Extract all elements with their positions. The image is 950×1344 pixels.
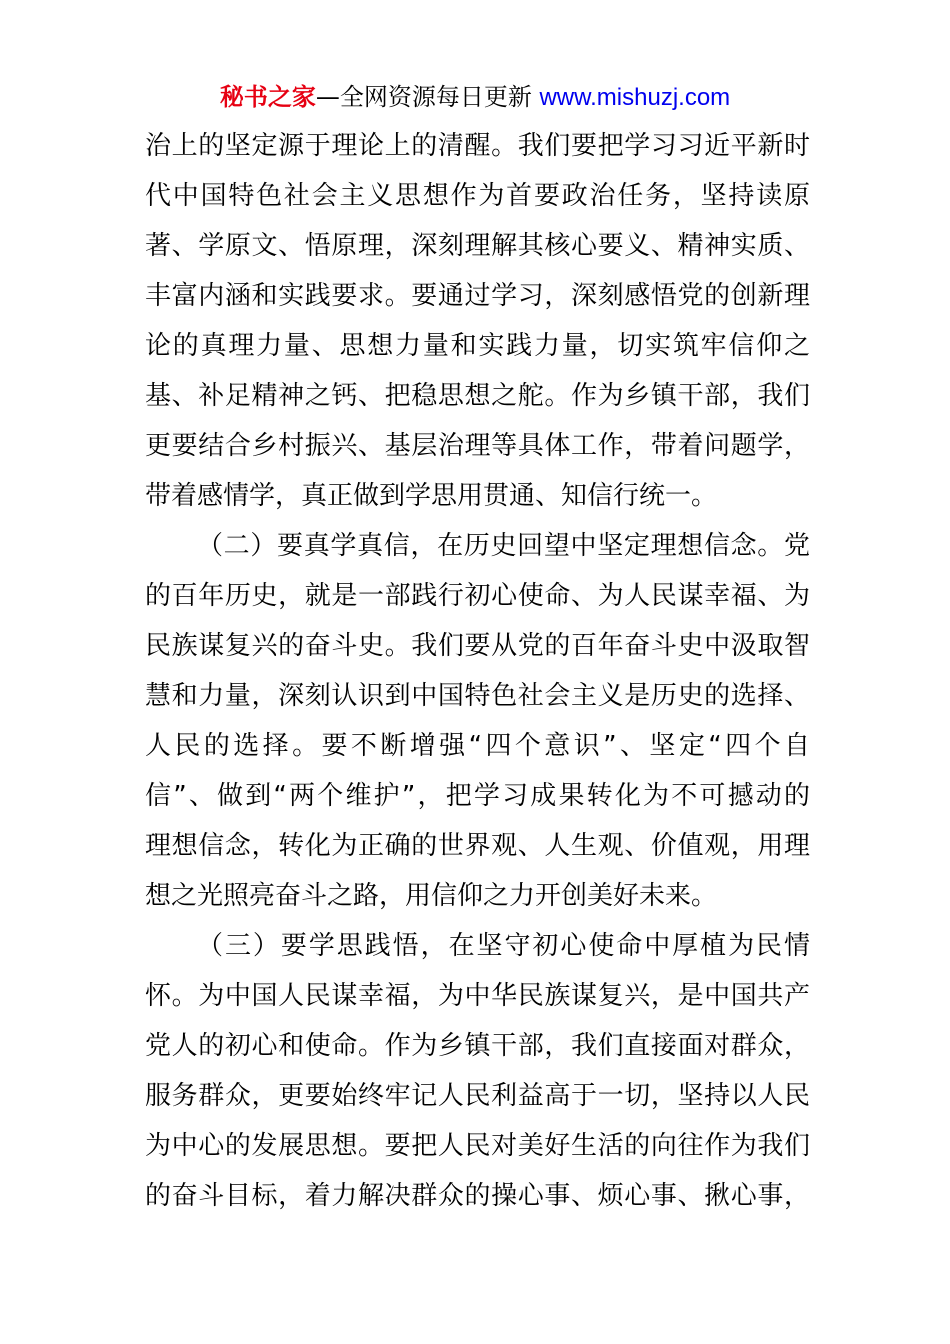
text-line: 更要结合乡村振兴、基层治理等具体工作，带着问题学， bbox=[145, 431, 810, 461]
text-line: 著、学原文、悟原理，深刻理解其核心要义、精神实质、 bbox=[145, 231, 810, 261]
section-heading-line: （二）要真学真信，在历史回望中坚定理想信念。党 bbox=[197, 531, 810, 561]
site-url-link[interactable]: www.mishuzj.com bbox=[539, 84, 731, 111]
text-line: 为中心的发展思想。要把人民对美好生活的向往作为我们 bbox=[145, 1131, 810, 1161]
text-line: 的百年历史，就是一部践行初心使命、为人民谋幸福、为 bbox=[145, 581, 810, 611]
section-heading-line: （三）要学思践悟，在坚守初心使命中厚植为民情 bbox=[197, 931, 810, 961]
text-line: 慧和力量，深刻认识到中国特色社会主义是历史的选择、 bbox=[145, 681, 810, 711]
document-body bbox=[145, 121, 810, 1221]
site-brand: 秘书之家 bbox=[219, 83, 316, 111]
site-header bbox=[0, 80, 950, 115]
text-line: 信”、做到“两个维护”，把学习成果转化为不可撼动的 bbox=[145, 781, 810, 811]
text-line: 人民的选择。要不断增强“四个意识”、坚定“四个自 bbox=[145, 731, 810, 761]
site-slogan: —全网资源每日更新 bbox=[315, 83, 540, 111]
text-line: 怀。为中国人民谋幸福，为中华民族谋复兴，是中国共产 bbox=[145, 981, 810, 1011]
text-line: 想之光照亮奋斗之路，用信仰之力开创美好未来。 bbox=[145, 881, 718, 911]
text-line: 治上的坚定源于理论上的清醒。我们要把学习习近平新时 bbox=[145, 131, 810, 161]
text-line: 论的真理力量、思想力量和实践力量，切实筑牢信仰之 bbox=[145, 331, 810, 361]
text-line: 基、补足精神之钙、把稳思想之舵。作为乡镇干部，我们 bbox=[145, 381, 810, 411]
text-line: 丰富内涵和实践要求。要通过学习，深刻感悟党的创新理 bbox=[145, 281, 810, 311]
text-line: 党人的初心和使命。作为乡镇干部，我们直接面对群众， bbox=[145, 1031, 810, 1061]
text-line: 代中国特色社会主义思想作为首要政治任务，坚持读原 bbox=[145, 181, 810, 211]
text-line: 民族谋复兴的奋斗史。我们要从党的百年奋斗史中汲取智 bbox=[145, 631, 810, 661]
text-line: 理想信念，转化为正确的世界观、人生观、价值观，用理 bbox=[145, 831, 810, 861]
text-line: 的奋斗目标，着力解决群众的操心事、烦心事、揪心事， bbox=[145, 1181, 810, 1211]
text-line: 服务群众，更要始终牢记人民利益高于一切，坚持以人民 bbox=[145, 1081, 810, 1111]
text-line: 带着感情学，真正做到学思用贯通、知信行统一。 bbox=[145, 481, 718, 511]
